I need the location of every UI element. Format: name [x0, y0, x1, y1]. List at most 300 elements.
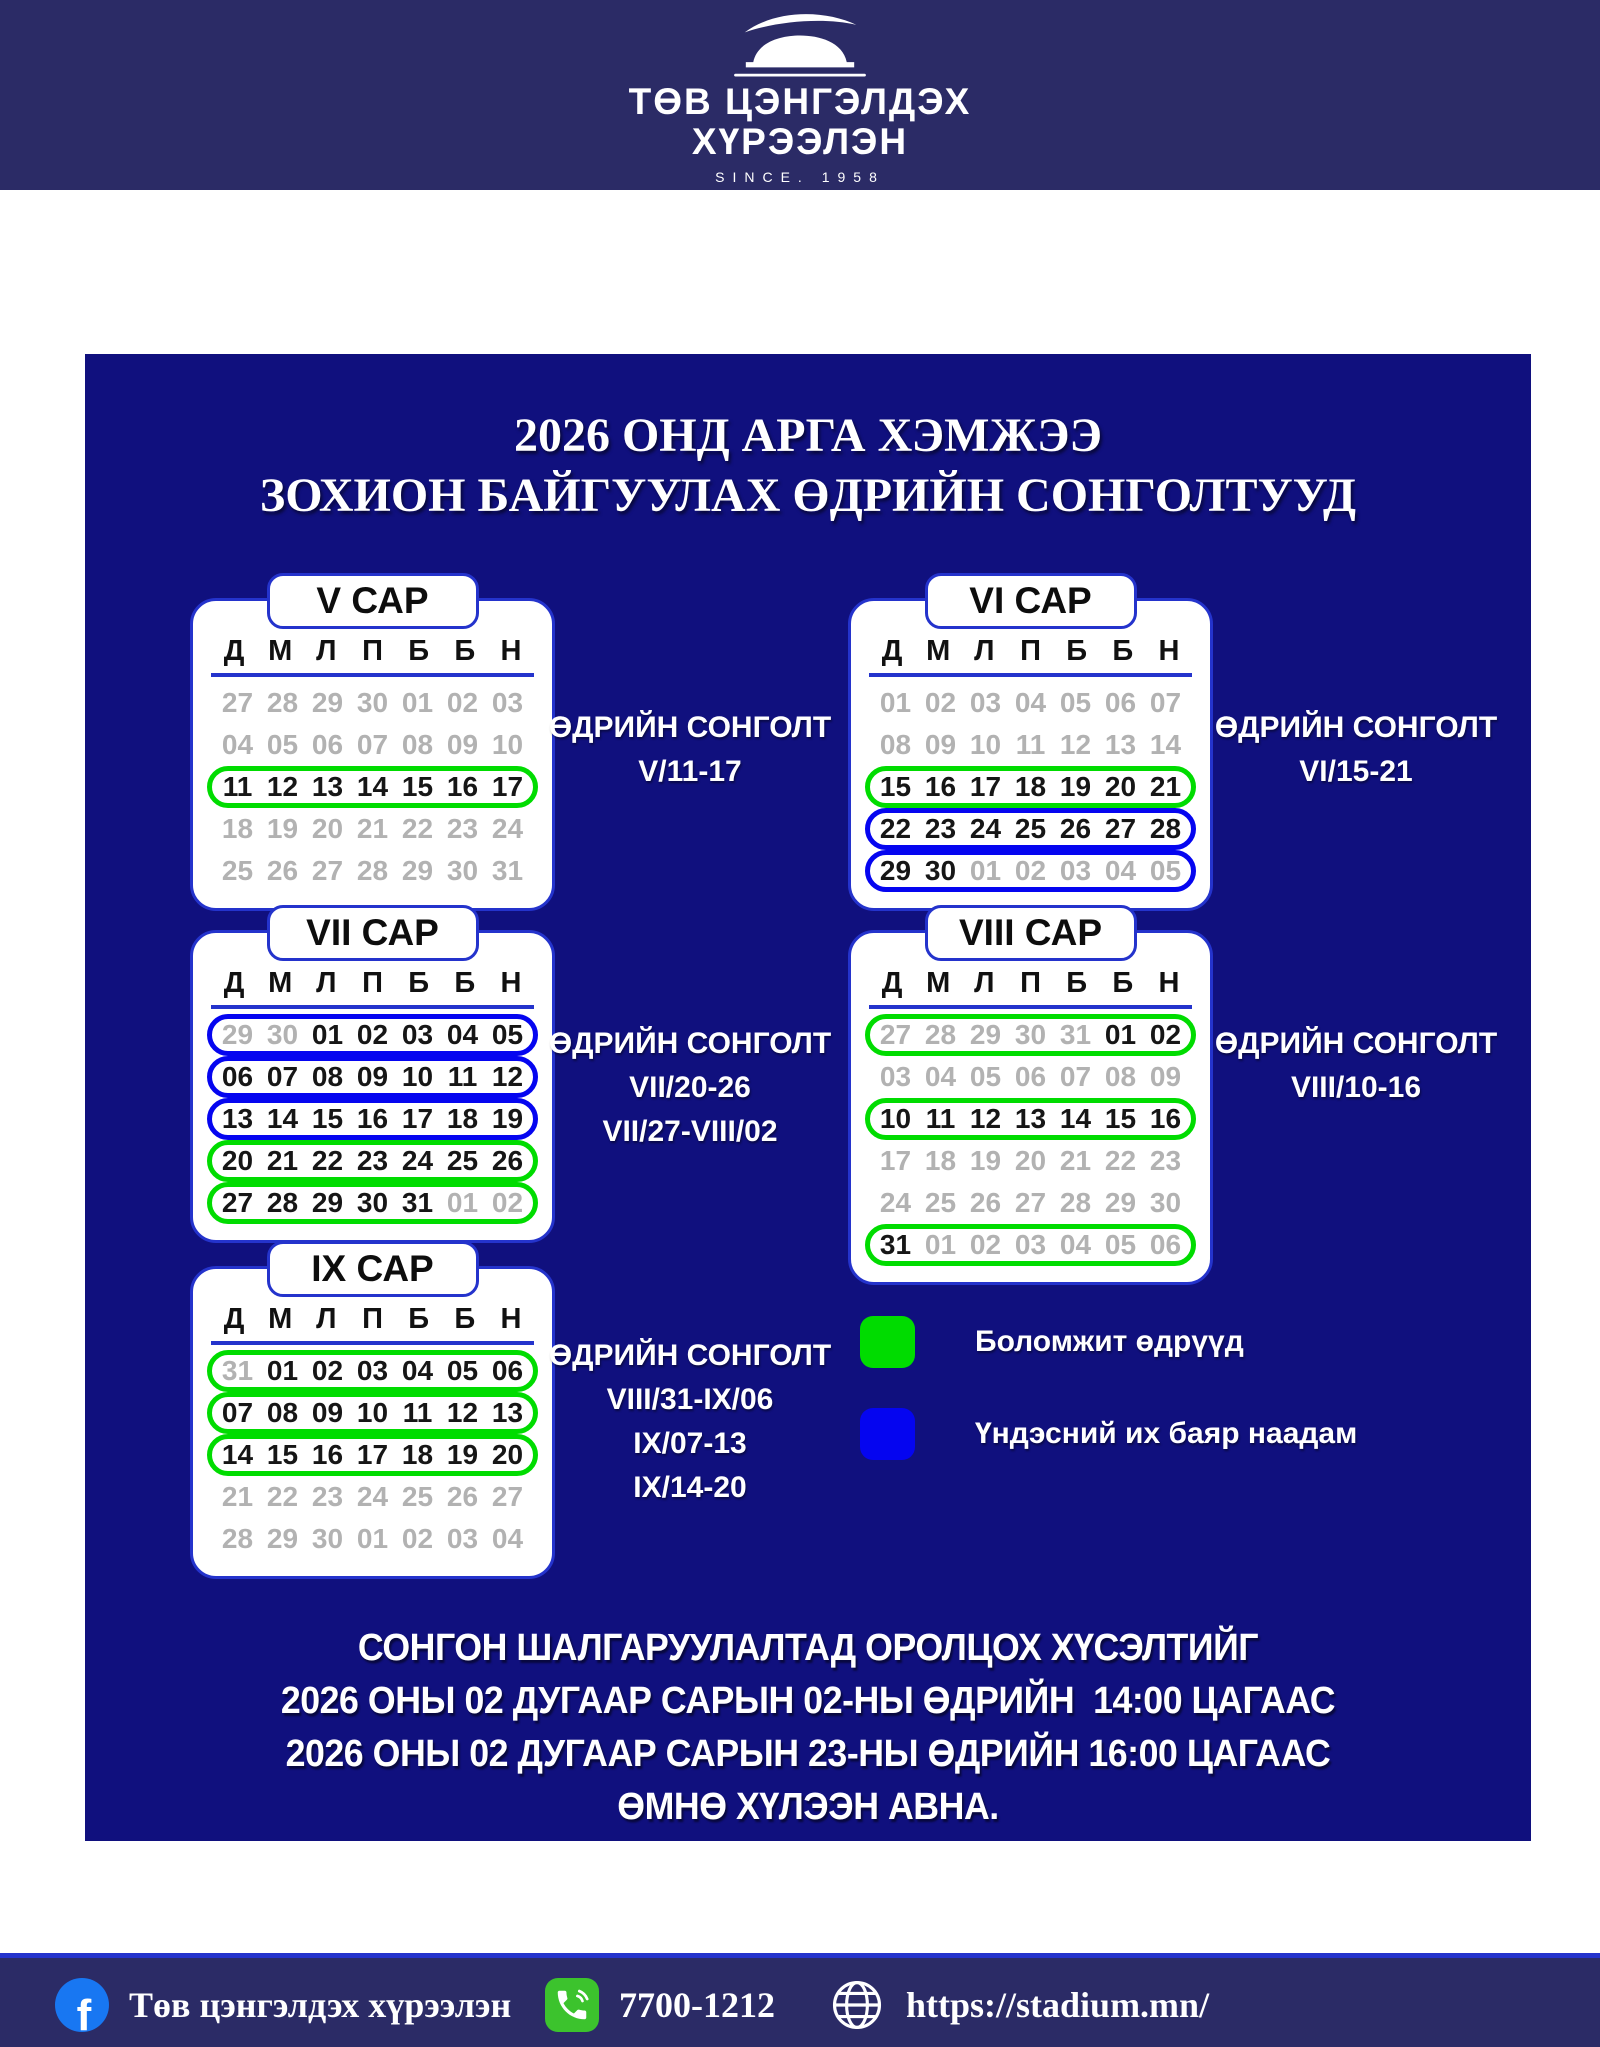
website-url: https://stadium.mn/	[906, 1985, 1210, 2025]
legend-row	[860, 1408, 1357, 1460]
calendar-week-row	[207, 850, 538, 892]
day-cell: 29	[879, 855, 912, 886]
selection-range: VI/15-21	[1299, 755, 1413, 788]
weekday-cell: М	[926, 967, 951, 999]
day-cell: 06	[1014, 1061, 1047, 1092]
day-cell: 26	[491, 1145, 524, 1176]
day-cell: 23	[446, 813, 479, 844]
weekday-cell: М	[268, 967, 293, 999]
selection-range: VIII/10-16	[1290, 1071, 1422, 1104]
selection-label: ӨДРИЙН СОНГОЛТ	[1214, 711, 1498, 744]
day-cell: 11	[1015, 729, 1046, 760]
day-cell: 26	[266, 855, 299, 886]
day-cell: 17	[401, 1103, 434, 1134]
weekday-row	[211, 967, 534, 1009]
day-cell: 16	[311, 1439, 344, 1470]
day-cell: 02	[446, 687, 479, 718]
day-cell: 04	[924, 1061, 957, 1092]
weekday-cell: Н	[500, 967, 522, 999]
weekday-cell: Н	[500, 635, 522, 667]
poster-title	[85, 406, 1531, 526]
day-cell: 30	[1014, 1019, 1047, 1050]
weekday-cell: Н	[1158, 967, 1180, 999]
calendar-month-tab	[267, 1241, 479, 1297]
day-cell: 29	[401, 855, 434, 886]
day-cell: 02	[311, 1355, 344, 1386]
day-cell: 12	[1059, 729, 1092, 760]
weekday-cell: Д	[223, 967, 245, 999]
weekday-cell: Б	[1112, 635, 1134, 667]
calendar-week-row	[207, 1098, 538, 1140]
day-cell: 29	[266, 1523, 299, 1554]
calendar-week-row	[865, 1182, 1196, 1224]
day-cell: 02	[924, 687, 957, 718]
day-cell: 25	[1014, 813, 1047, 844]
weekday-cell: Б	[1112, 967, 1134, 999]
day-cell: 10	[879, 1103, 912, 1134]
day-cell: 10	[356, 1397, 389, 1428]
day-cell: 21	[1149, 771, 1182, 802]
day-cell: 29	[969, 1019, 1002, 1050]
weekday-cell: Б	[454, 1303, 476, 1335]
day-cell: 31	[491, 855, 524, 886]
calendar-week-row	[207, 1014, 538, 1056]
calendar-week-row	[207, 724, 538, 766]
notice-line: ӨМНӨ ХҮЛЭЭН АВНА.	[617, 1786, 999, 1828]
day-cell: 30	[311, 1523, 344, 1554]
calendar-month-tab	[267, 905, 479, 961]
calendar-week-row	[865, 1140, 1196, 1182]
poster-title-line2: ЗОХИОН БАЙГУУЛАХ ӨДРИЙН СОНГОЛТУУД	[259, 469, 1357, 522]
day-cell: 24	[491, 813, 524, 844]
weekday-cell: П	[1020, 635, 1041, 667]
day-cell: 19	[266, 813, 299, 844]
day-cell: 31	[1059, 1019, 1092, 1050]
facebook-icon	[55, 1978, 109, 2032]
day-cell: 08	[266, 1397, 299, 1428]
day-cell: 01	[356, 1523, 389, 1554]
day-cell: 21	[221, 1481, 254, 1512]
phone-icon	[545, 1978, 599, 2032]
day-cell: 06	[491, 1355, 524, 1386]
selection-block-june	[1191, 706, 1521, 794]
day-cell: 02	[356, 1019, 389, 1050]
day-cell: 30	[924, 855, 957, 886]
calendar-week-row	[865, 1098, 1196, 1140]
legend-label: Үндэсний их баяр наадам	[975, 1417, 1358, 1450]
legend-label: Боломжит өдрүүд	[975, 1325, 1244, 1358]
day-cell: 03	[1059, 855, 1092, 886]
day-cell: 16	[1149, 1103, 1182, 1134]
weekday-cell: Д	[881, 635, 903, 667]
calendar-week-row	[207, 1476, 538, 1518]
day-cell: 12	[491, 1061, 524, 1092]
day-cell: 09	[924, 729, 957, 760]
day-cell: 03	[969, 687, 1002, 718]
day-cell: 31	[221, 1355, 254, 1386]
calendar-rows	[207, 1014, 538, 1224]
calendar-month-tab	[925, 573, 1137, 629]
day-cell: 04	[1059, 1229, 1092, 1260]
calendar-week-row	[207, 1392, 538, 1434]
day-cell: 05	[1059, 687, 1092, 718]
day-cell: 24	[356, 1481, 389, 1512]
header-bar	[0, 0, 1600, 190]
day-cell: 23	[924, 813, 957, 844]
day-cell: 22	[1104, 1145, 1137, 1176]
weekday-cell: Б	[1066, 635, 1088, 667]
day-cell: 04	[1014, 687, 1047, 718]
day-cell: 11	[222, 771, 253, 802]
day-cell: 01	[879, 687, 912, 718]
calendar-week-row	[207, 682, 538, 724]
day-cell: 28	[1149, 813, 1182, 844]
day-cell: 18	[1014, 771, 1047, 802]
day-cell: 19	[491, 1103, 524, 1134]
day-cell: 07	[266, 1061, 299, 1092]
day-cell: 23	[356, 1145, 389, 1176]
day-cell: 09	[446, 729, 479, 760]
selection-block-may	[525, 706, 855, 794]
selection-range: V/11-17	[638, 755, 742, 788]
calendar-week-row	[207, 1056, 538, 1098]
day-cell: 03	[1014, 1229, 1047, 1260]
weekday-cell: Д	[223, 1303, 245, 1335]
day-cell: 03	[879, 1061, 912, 1092]
day-cell: 09	[311, 1397, 344, 1428]
day-cell: 08	[879, 729, 912, 760]
day-cell: 16	[924, 771, 957, 802]
day-cell: 04	[221, 729, 254, 760]
day-cell: 13	[1014, 1103, 1047, 1134]
day-cell: 14	[1149, 729, 1182, 760]
day-cell: 25	[221, 855, 254, 886]
day-cell: 22	[311, 1145, 344, 1176]
day-cell: 08	[1104, 1061, 1137, 1092]
day-cell: 17	[491, 771, 524, 802]
calendar-rows	[207, 682, 538, 892]
weekday-cell: Б	[454, 967, 476, 999]
weekday-cell: Б	[408, 635, 430, 667]
facebook-f-glyph: f	[76, 1991, 92, 2032]
day-cell: 28	[1059, 1187, 1092, 1218]
day-cell: 04	[491, 1523, 524, 1554]
poster-title-line1: 2026 ОНД АРГА ХЭМЖЭЭ	[513, 409, 1103, 462]
weekday-cell: Б	[408, 967, 430, 999]
calendar-month-title: IX САР	[311, 1248, 434, 1289]
day-cell: 05	[969, 1061, 1002, 1092]
day-cell: 01	[401, 687, 434, 718]
day-cell: 01	[969, 855, 1002, 886]
calendar-week-row	[207, 1434, 538, 1476]
calendar-week-row	[865, 682, 1196, 724]
weekday-row	[211, 1303, 534, 1345]
weekday-cell: Б	[408, 1303, 430, 1335]
selection-label: ӨДРИЙН СОНГОЛТ	[548, 1027, 832, 1060]
day-cell: 12	[969, 1103, 1002, 1134]
selection-label: ӨДРИЙН СОНГОЛТ	[1214, 1027, 1498, 1060]
day-cell: 25	[401, 1481, 434, 1512]
day-cell: 30	[356, 1187, 389, 1218]
day-cell: 08	[401, 729, 434, 760]
weekday-cell: П	[362, 967, 383, 999]
day-cell: 06	[311, 729, 344, 760]
day-cell: 31	[401, 1187, 434, 1218]
calendar-month-title: V САР	[316, 580, 429, 621]
day-cell: 07	[221, 1397, 254, 1428]
day-cell: 23	[1149, 1145, 1182, 1176]
day-cell: 05	[446, 1355, 479, 1386]
selection-range: IX/07-13	[633, 1427, 747, 1460]
weekday-cell: М	[926, 635, 951, 667]
day-cell: 29	[1104, 1187, 1137, 1218]
day-cell: 03	[356, 1355, 389, 1386]
calendar-week-row	[207, 1518, 538, 1560]
weekday-cell: П	[1020, 967, 1041, 999]
day-cell: 07	[356, 729, 389, 760]
day-cell: 29	[221, 1019, 254, 1050]
weekday-row	[869, 967, 1192, 1009]
day-cell: 13	[491, 1397, 524, 1428]
day-cell: 23	[311, 1481, 344, 1512]
day-cell: 13	[221, 1103, 254, 1134]
selection-block-september	[525, 1334, 855, 1510]
stadium-logo	[629, 6, 972, 185]
day-cell: 04	[401, 1355, 434, 1386]
day-cell: 24	[879, 1187, 912, 1218]
weekday-cell: Л	[316, 967, 337, 999]
calendar-week-row	[865, 1014, 1196, 1056]
phone-number: 7700-1212	[619, 1985, 775, 2025]
day-cell: 11	[925, 1103, 956, 1134]
day-cell: 01	[924, 1229, 957, 1260]
weekday-cell: Б	[1066, 967, 1088, 999]
day-cell: 26	[446, 1481, 479, 1512]
calendar-week-row	[207, 766, 538, 808]
day-cell: 20	[1014, 1145, 1047, 1176]
selection-label: ӨДРИЙН СОНГОЛТ	[548, 711, 832, 744]
calendar-week-row	[865, 808, 1196, 850]
notice	[128, 1622, 1487, 1834]
calendar-september	[190, 1248, 555, 1579]
calendar-august	[848, 912, 1213, 1285]
day-cell: 17	[969, 771, 1002, 802]
day-cell: 22	[401, 813, 434, 844]
day-cell: 16	[356, 1103, 389, 1134]
notice-line: 2026 ОНЫ 02 ДУГААР САРЫН 02-НЫ ӨДРИЙН 14:00 ЦАГААС	[280, 1680, 1336, 1722]
day-cell: 05	[1104, 1229, 1137, 1260]
calendar-week-row	[207, 808, 538, 850]
footer-phone	[545, 1958, 775, 2047]
day-cell: 27	[879, 1019, 912, 1050]
calendar-week-row	[865, 766, 1196, 808]
day-cell: 29	[311, 687, 344, 718]
day-cell: 18	[221, 813, 254, 844]
day-cell: 21	[356, 813, 389, 844]
day-cell: 28	[266, 1187, 299, 1218]
day-cell: 12	[446, 1397, 479, 1428]
day-cell: 28	[221, 1523, 254, 1554]
day-cell: 26	[1059, 813, 1092, 844]
day-cell: 25	[446, 1145, 479, 1176]
logo-text-line1: ТӨВ ЦЭНГЭЛДЭХ	[628, 80, 972, 122]
day-cell: 01	[1104, 1019, 1137, 1050]
calendar-week-row	[865, 850, 1196, 892]
day-cell: 25	[924, 1187, 957, 1218]
day-cell: 15	[879, 771, 912, 802]
day-cell: 19	[1059, 771, 1092, 802]
day-cell: 27	[1014, 1187, 1047, 1218]
legend-swatch	[860, 1408, 915, 1460]
day-cell: 18	[446, 1103, 479, 1134]
day-cell: 07	[1149, 687, 1182, 718]
day-cell: 08	[311, 1061, 344, 1092]
day-cell: 28	[924, 1019, 957, 1050]
calendar-month-title: VII САР	[306, 912, 439, 953]
day-cell: 16	[446, 771, 479, 802]
day-cell: 20	[311, 813, 344, 844]
day-cell: 21	[266, 1145, 299, 1176]
selection-block-july	[525, 1022, 855, 1154]
selection-block-august	[1191, 1022, 1521, 1110]
day-cell: 19	[969, 1145, 1002, 1176]
logo-since-text: SINCE. 1958	[715, 168, 885, 185]
day-cell: 19	[446, 1439, 479, 1470]
day-cell: 30	[446, 855, 479, 886]
calendar-month-tab	[925, 905, 1137, 961]
day-cell: 10	[401, 1061, 434, 1092]
legend-swatch	[860, 1316, 915, 1368]
day-cell: 04	[446, 1019, 479, 1050]
day-cell: 24	[401, 1145, 434, 1176]
day-cell: 03	[446, 1523, 479, 1554]
selection-label: ӨДРИЙН СОНГОЛТ	[548, 1339, 832, 1372]
day-cell: 27	[221, 687, 254, 718]
weekday-cell: Л	[316, 1303, 337, 1335]
legend	[860, 1316, 1357, 1500]
day-cell: 12	[266, 771, 299, 802]
logo-text-line2: ХҮРЭЭЛЭН	[691, 120, 909, 162]
weekday-cell: Н	[1158, 635, 1180, 667]
weekday-cell: М	[268, 1303, 293, 1335]
calendar-month-title: VI САР	[969, 580, 1092, 621]
weekday-cell: Л	[974, 635, 995, 667]
day-cell: 06	[221, 1061, 254, 1092]
day-cell: 15	[311, 1103, 344, 1134]
weekday-cell: М	[268, 635, 293, 667]
calendar-week-row	[865, 1056, 1196, 1098]
calendar-week-row	[865, 1224, 1196, 1266]
day-cell: 13	[311, 771, 344, 802]
day-cell: 22	[266, 1481, 299, 1512]
day-cell: 06	[1104, 687, 1137, 718]
selection-range: IX/14-20	[633, 1471, 747, 1504]
day-cell: 14	[356, 771, 389, 802]
globe-icon	[828, 1976, 886, 2034]
weekday-row	[211, 635, 534, 677]
calendar-june	[848, 580, 1213, 911]
weekday-cell: Д	[881, 967, 903, 999]
day-cell: 10	[969, 729, 1002, 760]
calendar-rows	[865, 1014, 1196, 1266]
footer-bar	[0, 1953, 1600, 2047]
poster-panel	[85, 354, 1531, 1841]
weekday-cell: Н	[500, 1303, 522, 1335]
day-cell: 22	[879, 813, 912, 844]
day-cell: 03	[401, 1019, 434, 1050]
footer-website	[828, 1958, 1209, 2047]
calendar-rows	[865, 682, 1196, 892]
day-cell: 01	[266, 1355, 299, 1386]
day-cell: 14	[221, 1439, 254, 1470]
day-cell: 09	[1149, 1061, 1182, 1092]
weekday-cell: Л	[974, 967, 995, 999]
day-cell: 20	[1104, 771, 1137, 802]
calendar-month-title: VIII САР	[959, 912, 1102, 953]
weekday-cell: Б	[454, 635, 476, 667]
legend-row	[860, 1316, 1357, 1368]
day-cell: 24	[969, 813, 1002, 844]
day-cell: 30	[1149, 1187, 1182, 1218]
day-cell: 02	[491, 1187, 524, 1218]
day-cell: 27	[1104, 813, 1137, 844]
day-cell: 15	[401, 771, 434, 802]
weekday-cell: П	[362, 1303, 383, 1335]
day-cell: 02	[1149, 1019, 1182, 1050]
day-cell: 09	[356, 1061, 389, 1092]
calendar-july	[190, 912, 555, 1243]
calendar-week-row	[207, 1182, 538, 1224]
calendar-may	[190, 580, 555, 911]
day-cell: 31	[879, 1229, 912, 1260]
notice-line: 2026 ОНЫ 02 ДУГААР САРЫН 23-НЫ ӨДРИЙН 16:00 ЦАГААС	[285, 1733, 1331, 1775]
day-cell: 15	[266, 1439, 299, 1470]
day-cell: 04	[1104, 855, 1137, 886]
day-cell: 06	[1149, 1229, 1182, 1260]
day-cell: 14	[266, 1103, 299, 1134]
day-cell: 05	[1149, 855, 1182, 886]
calendar-week-row	[865, 724, 1196, 766]
day-cell: 14	[1059, 1103, 1092, 1134]
day-cell: 15	[1104, 1103, 1137, 1134]
day-cell: 02	[1014, 855, 1047, 886]
day-cell: 27	[221, 1187, 254, 1218]
day-cell: 17	[356, 1439, 389, 1470]
day-cell: 20	[491, 1439, 524, 1470]
weekday-row	[869, 635, 1192, 677]
day-cell: 26	[969, 1187, 1002, 1218]
day-cell: 13	[1104, 729, 1137, 760]
day-cell: 18	[401, 1439, 434, 1470]
selection-range: VIII/31-IX/06	[606, 1383, 774, 1416]
day-cell: 28	[266, 687, 299, 718]
day-cell: 20	[221, 1145, 254, 1176]
day-cell: 17	[879, 1145, 912, 1176]
day-cell: 28	[356, 855, 389, 886]
day-cell: 05	[266, 729, 299, 760]
calendar-rows	[207, 1350, 538, 1560]
day-cell: 21	[1059, 1145, 1092, 1176]
day-cell: 02	[401, 1523, 434, 1554]
day-cell: 01	[311, 1019, 344, 1050]
weekday-cell: Д	[223, 635, 245, 667]
stadium-dome-icon	[715, 6, 885, 82]
day-cell: 01	[446, 1187, 479, 1218]
selection-range: VII/20-26	[629, 1071, 751, 1104]
day-cell: 27	[491, 1481, 524, 1512]
facebook-label: Төв цэнгэлдэх хүрээлэн	[129, 1985, 512, 2025]
notice-line: СОНГОН ШАЛГАРУУЛАЛТАД ОРОЛЦОХ ХҮСЭЛТИЙГ	[357, 1627, 1259, 1669]
